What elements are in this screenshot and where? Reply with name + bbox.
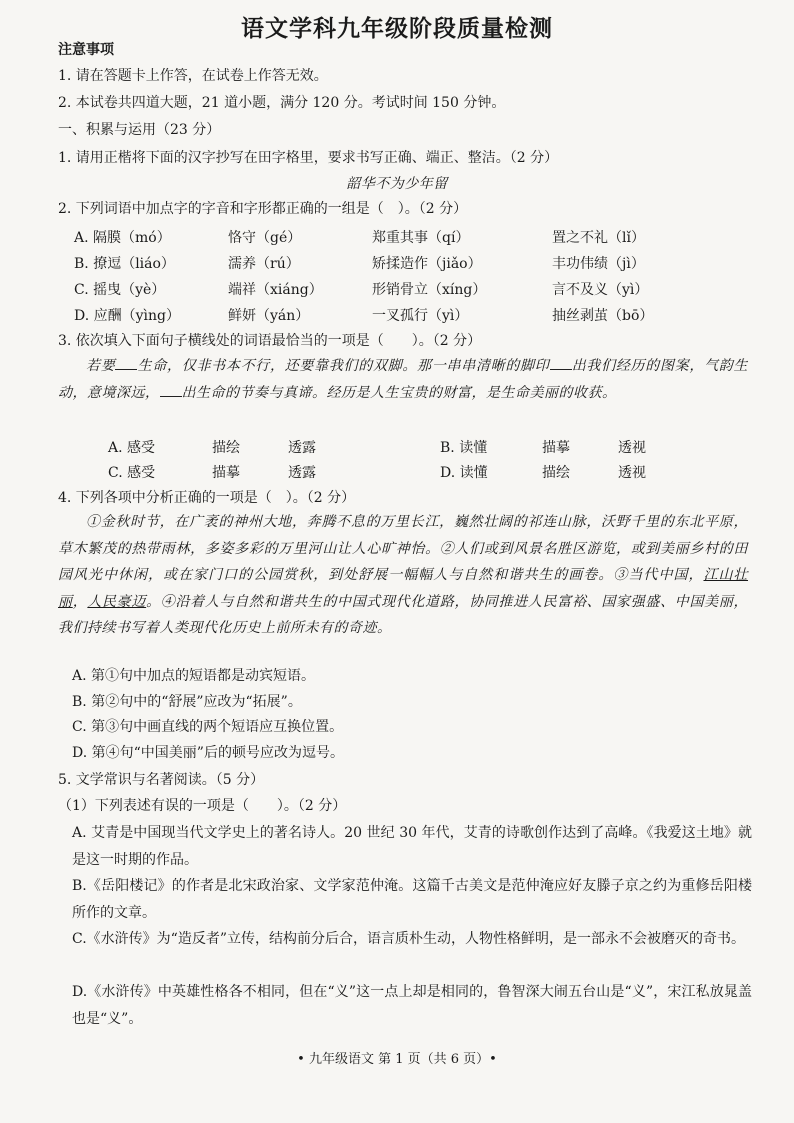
notes-item-1: 1. 请在答题卡上作答，在试卷上作答无效。 xyxy=(58,68,328,84)
q2-c-2: 端祥（xiáng） xyxy=(228,282,323,298)
q4-underlined-2: 人民豪迈 xyxy=(87,593,147,610)
q2-option-row xyxy=(74,227,764,249)
q3-text-1: 若要 xyxy=(86,358,116,374)
q2-d-1: D. 应酬（yìng） xyxy=(74,308,180,324)
q3-blank-1 xyxy=(115,355,137,370)
q4-text-1: ①金秋时节，在广袤的神州大地，奔腾不息的万里长江，巍然壮阔的祁连山脉，沃野千里的东北平原，草木繁茂的热带雨林，多姿多彩的万里河山让人心旷神怡。②人们或到风景名胜区游览，或到美丽乡村的田园风光中休闲，或在家门口的公园赏秋，到处舒展一幅幅人与自然和谐共生的画卷。③当代中国， xyxy=(58,514,748,583)
q2-d-2: 鲜妍（yán） xyxy=(228,308,310,324)
q5-sub1: （1）下列表述有误的一项是（ ）。（2 分） xyxy=(58,798,347,814)
q2-option-row xyxy=(74,279,764,301)
q5-option-a: A. 艾青是中国现当代文学史上的著名诗人。20 世纪 30 年代，艾青的诗歌创作达到了高峰。《我爱这土地》就是这一时期的作品。 xyxy=(72,825,752,868)
q2-stem: 2. 下列词语中加点字的字音和字形都正确的一组是（ ）。（2 分） xyxy=(58,201,468,217)
q2-a-3: 郑重其事（qí） xyxy=(372,230,470,246)
q4-text-2: ， xyxy=(72,593,88,610)
q3-stem: 3. 依次填入下面句子横线处的词语最恰当的一项是（ ）。（2 分） xyxy=(58,333,482,349)
q3-blank-2 xyxy=(550,355,572,370)
q2-c-4: 言不及义（yì） xyxy=(552,282,649,298)
q2-a-4: 置之不礼（lǐ） xyxy=(552,230,645,246)
q3-option-d-2: 描绘 xyxy=(542,465,570,481)
q1-stem: 1. 请用正楷将下面的汉字抄写在田字格里，要求书写正确、端正、整洁。（2 分） xyxy=(58,150,559,166)
q4-text-3: 。④沿着人与自然和谐共生的中国式现代化道路，协同推进人民富裕、国家强盛、中国美丽，我们持续书写着人类现代化历史上前所未有的奇迹。 xyxy=(58,593,749,636)
q4-option-c: C. 第③句中画直线的两个短语应互换位置。 xyxy=(72,719,344,735)
q5-option-d: D.《水浒传》中英雄性格各不相同，但在“义”这一点上却是相同的，鲁智深大闹五台山是“义”，宋江私放晁盖也是“义”。 xyxy=(72,984,752,1027)
q3-text-2: 生命，仅非书本不行，还要靠我们的双脚。那一串串清晰的脚印 xyxy=(137,358,550,374)
section-1-heading: 一、积累与运用（23 分） xyxy=(58,122,221,138)
q4-option-d: D. 第④句“中国美丽”后的顿号应改为逗号。 xyxy=(72,745,344,761)
q2-d-3: 一叉孤行（yì） xyxy=(372,308,469,324)
q1-phrase: 韶华不为少年留 xyxy=(346,176,448,192)
q3-option-a-3: 透露 xyxy=(288,440,316,456)
q2-a-2: 恪守（gé） xyxy=(228,230,302,246)
q5-stem: 5. 文学常识与名著阅读。（5 分） xyxy=(58,772,265,788)
q2-b-2: 濡养（rú） xyxy=(228,256,300,272)
q3-option-c-3: 透露 xyxy=(288,465,316,481)
q2-c-3: 形销骨立（xíng） xyxy=(372,282,487,298)
q3-option-b-1: B. 读懂 xyxy=(440,440,488,456)
q3-text-4: 出生命的节奏与真谛。经历是人生宝贵的财富，是生命美丽的收获。 xyxy=(181,384,617,401)
q3-option-a-1: A. 感受 xyxy=(108,440,156,456)
q3-passage xyxy=(58,353,748,406)
q2-a-1: A. 隔膜（mó） xyxy=(74,230,171,246)
q3-option-d-3: 透视 xyxy=(618,465,646,481)
q2-c-1: C. 摇曳（yè） xyxy=(74,282,166,298)
q4-underlined-1: 江山壮丽 xyxy=(58,567,749,610)
page-footer: • 九年级语文 第 1 页（共 6 页）• xyxy=(297,1052,497,1067)
q3-option-a-2: 描绘 xyxy=(212,440,240,456)
q2-b-3: 矫揉造作（jiǎo） xyxy=(372,256,482,272)
q2-option-row xyxy=(74,305,764,327)
q2-b-1: B. 撩逗（liáo） xyxy=(74,256,175,272)
q3-option-b-3: 透视 xyxy=(618,440,646,456)
q3-blank-3 xyxy=(160,382,182,397)
q5-option-b: B.《岳阳楼记》的作者是北宋政治家、文学家范仲淹。这篇千古美文是范仲淹应好友滕子京之约为重修岳阳楼所作的文章。 xyxy=(72,878,752,921)
q3-option-d-1: D. 读懂 xyxy=(440,465,488,481)
q2-b-4: 丰功伟绩（jì） xyxy=(552,256,645,272)
q2-d-4: 抽丝剥茧（bō） xyxy=(552,308,654,324)
q3-option-c-1: C. 感受 xyxy=(108,465,156,481)
q3-text-3: 出我们经历的图案，气韵生动，意境深远， xyxy=(58,358,749,401)
q4-option-b: B. 第②句中的“舒展”应改为“拓展”。 xyxy=(72,694,302,710)
q4-stem: 4. 下列各项中分析正确的一项是（ ）。（2 分） xyxy=(58,490,356,506)
notes-item-2: 2. 本试卷共四道大题，21 道小题，满分 120 分。考试时间 150 分钟。 xyxy=(58,95,506,111)
q3-option-c-2: 描摹 xyxy=(212,465,240,481)
q4-option-a: A. 第①句中加点的短语都是动宾短语。 xyxy=(72,668,316,684)
q4-passage xyxy=(58,509,748,642)
q2-option-row xyxy=(74,253,764,275)
page-title: 语文学科九年级阶段质量检测 xyxy=(241,15,553,42)
notes-heading: 注意事项 xyxy=(58,42,114,58)
q5-option-c: C.《水浒传》为“造反者”立传，结构前分后合，语言质朴生动，人物性格鲜明，是一部永不会被磨灭的奇书。 xyxy=(72,931,745,947)
q3-option-b-2: 描摹 xyxy=(542,440,570,456)
